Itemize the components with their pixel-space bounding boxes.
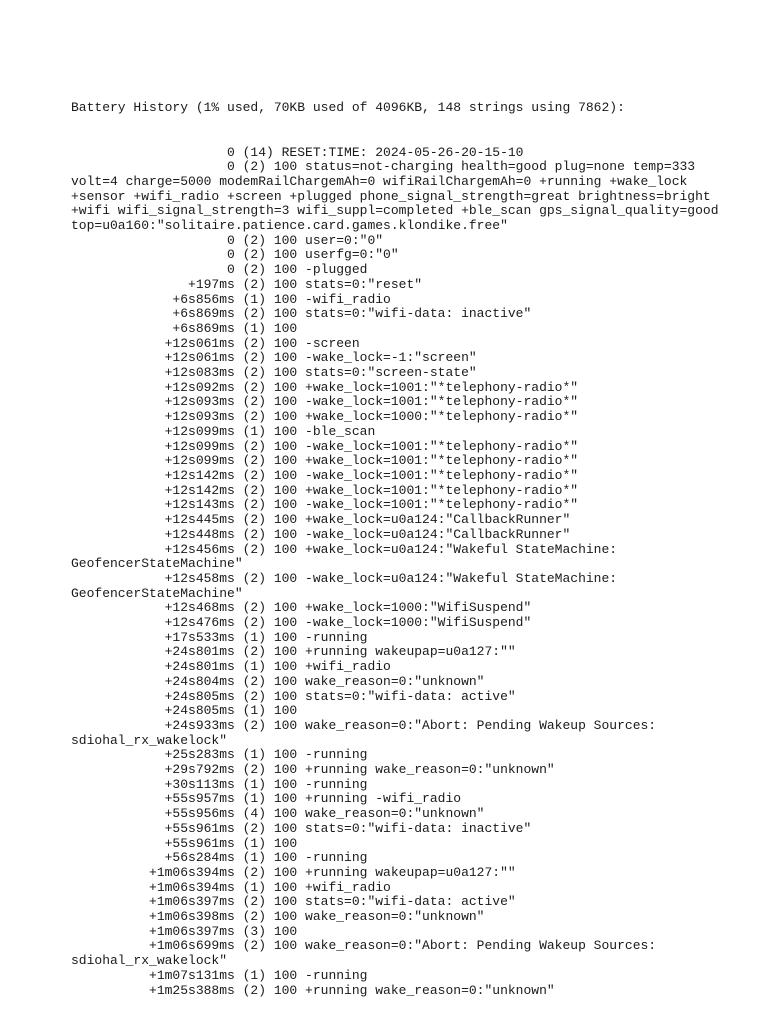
log-line: +12s099ms (2) 100 +wake_lock=1001:"*telephony-radio*" bbox=[71, 453, 579, 469]
log-line: +12s061ms (2) 100 -screen bbox=[71, 335, 360, 351]
log-line: +12s143ms (2) 100 -wake_lock=1001:"*telephony-radio*" bbox=[71, 497, 579, 513]
log-lines bbox=[71, 144, 719, 999]
log-line: 0 (2) 100 status=not-charging health=good plug=none temp=333 bbox=[71, 159, 696, 175]
log-line: +12s445ms (2) 100 +wake_lock=u0a124:"CallbackRunner" bbox=[71, 512, 571, 528]
log-line: +24s805ms (2) 100 stats=0:"wifi-data: active" bbox=[71, 688, 516, 704]
log-line: +wifi wifi_signal_strength=3 wifi_suppl=completed +ble_scan gps_signal_quality=good bbox=[71, 203, 719, 219]
log-line: +1m06s397ms (3) 100 bbox=[71, 923, 298, 939]
log-line: +1m06s397ms (2) 100 stats=0:"wifi-data: active" bbox=[71, 894, 516, 910]
log-line: +12s142ms (2) 100 -wake_lock=1001:"*telephony-radio*" bbox=[71, 467, 579, 483]
battery-history-log bbox=[71, 72, 719, 1013]
log-line: +24s804ms (2) 100 wake_reason=0:"unknown" bbox=[71, 673, 485, 689]
log-line: GeofencerStateMachine" bbox=[71, 556, 243, 572]
log-line: 0 (2) 100 -plugged bbox=[71, 262, 368, 278]
log-line: +12s093ms (2) 100 -wake_lock=1001:"*telephony-radio*" bbox=[71, 394, 579, 410]
log-line: +1m06s398ms (2) 100 wake_reason=0:"unknown" bbox=[71, 909, 485, 925]
log-line: +1m07s131ms (1) 100 -running bbox=[71, 967, 368, 983]
log-line: +12s092ms (2) 100 +wake_lock=1001:"*telephony-radio*" bbox=[71, 379, 579, 395]
log-line: +6s869ms (2) 100 stats=0:"wifi-data: inactive" bbox=[71, 306, 532, 322]
log-line: +24s805ms (1) 100 bbox=[71, 703, 298, 719]
log-line: +24s801ms (2) 100 +running wakeupap=u0a127:"" bbox=[71, 644, 516, 660]
log-line: +12s458ms (2) 100 -wake_lock=u0a124:"Wakeful StateMachine: bbox=[71, 570, 618, 586]
log-line: 0 (2) 100 user=0:"0" bbox=[71, 232, 384, 248]
log-line: +12s476ms (2) 100 -wake_lock=1000:"WifiSuspend" bbox=[71, 615, 532, 631]
log-line: +12s468ms (2) 100 +wake_lock=1000:"WifiSuspend" bbox=[71, 600, 532, 616]
log-line: +55s961ms (1) 100 bbox=[71, 835, 298, 851]
log-line: +12s099ms (2) 100 -wake_lock=1001:"*telephony-radio*" bbox=[71, 438, 579, 454]
log-line: +24s933ms (2) 100 wake_reason=0:"Abort: Pending Wakeup Sources: bbox=[71, 717, 657, 733]
log-line: +1m25s388ms (2) 100 +running wake_reason=0:"unknown" bbox=[71, 982, 555, 998]
log-line: volt=4 charge=5000 modemRailChargemAh=0 wifiRailChargemAh=0 +running +wake_lock bbox=[71, 173, 688, 189]
log-line: +12s142ms (2) 100 +wake_lock=1001:"*telephony-radio*" bbox=[71, 482, 579, 498]
log-line: +55s961ms (2) 100 stats=0:"wifi-data: inactive" bbox=[71, 820, 532, 836]
log-header: Battery History (1% used, 70KB used of 4096KB, 148 strings using 7862): bbox=[71, 100, 625, 116]
log-line: +56s284ms (1) 100 -running bbox=[71, 850, 368, 866]
log-line: +17s533ms (1) 100 -running bbox=[71, 629, 368, 645]
log-line: +12s083ms (2) 100 stats=0:"screen-state" bbox=[71, 365, 477, 381]
log-line: +197ms (2) 100 stats=0:"reset" bbox=[71, 276, 423, 292]
log-line: +25s283ms (1) 100 -running bbox=[71, 747, 368, 763]
log-line: top=u0a160:"solitaire.patience.card.games.klondike.free" bbox=[71, 218, 508, 234]
log-line: +12s099ms (1) 100 -ble_scan bbox=[71, 423, 376, 439]
log-line: +29s792ms (2) 100 +running wake_reason=0:"unknown" bbox=[71, 762, 555, 778]
log-line: +30s113ms (1) 100 -running bbox=[71, 776, 368, 792]
log-line: +sensor +wifi_radio +screen +plugged phone_signal_strength=great brightness=bright bbox=[71, 188, 711, 204]
log-line: sdiohal_rx_wakelock" bbox=[71, 953, 228, 969]
log-line: +55s957ms (1) 100 +running -wifi_radio bbox=[71, 791, 462, 807]
log-line: GeofencerStateMachine" bbox=[71, 585, 243, 601]
log-line: +12s093ms (2) 100 +wake_lock=1000:"*telephony-radio*" bbox=[71, 409, 579, 425]
log-line: +12s061ms (2) 100 -wake_lock=-1:"screen" bbox=[71, 350, 477, 366]
log-line: +55s956ms (4) 100 wake_reason=0:"unknown" bbox=[71, 806, 485, 822]
log-line: 0 (14) RESET:TIME: 2024-05-26-20-15-10 bbox=[71, 144, 524, 160]
log-line: +6s856ms (1) 100 -wifi_radio bbox=[71, 291, 391, 307]
log-line: 0 (2) 100 userfg=0:"0" bbox=[71, 247, 399, 263]
log-line: +12s448ms (2) 100 -wake_lock=u0a124:"CallbackRunner" bbox=[71, 526, 571, 542]
log-line: +1m06s699ms (2) 100 wake_reason=0:"Abort: Pending Wakeup Sources: bbox=[71, 938, 657, 954]
log-line: +1m06s394ms (1) 100 +wifi_radio bbox=[71, 879, 391, 895]
log-line: sdiohal_rx_wakelock" bbox=[71, 732, 228, 748]
log-line: +12s456ms (2) 100 +wake_lock=u0a124:"Wakeful StateMachine: bbox=[71, 541, 618, 557]
log-line: +24s801ms (1) 100 +wifi_radio bbox=[71, 659, 391, 675]
log-line: +6s869ms (1) 100 bbox=[71, 320, 298, 336]
log-line: +1m06s394ms (2) 100 +running wakeupap=u0a127:"" bbox=[71, 864, 516, 880]
